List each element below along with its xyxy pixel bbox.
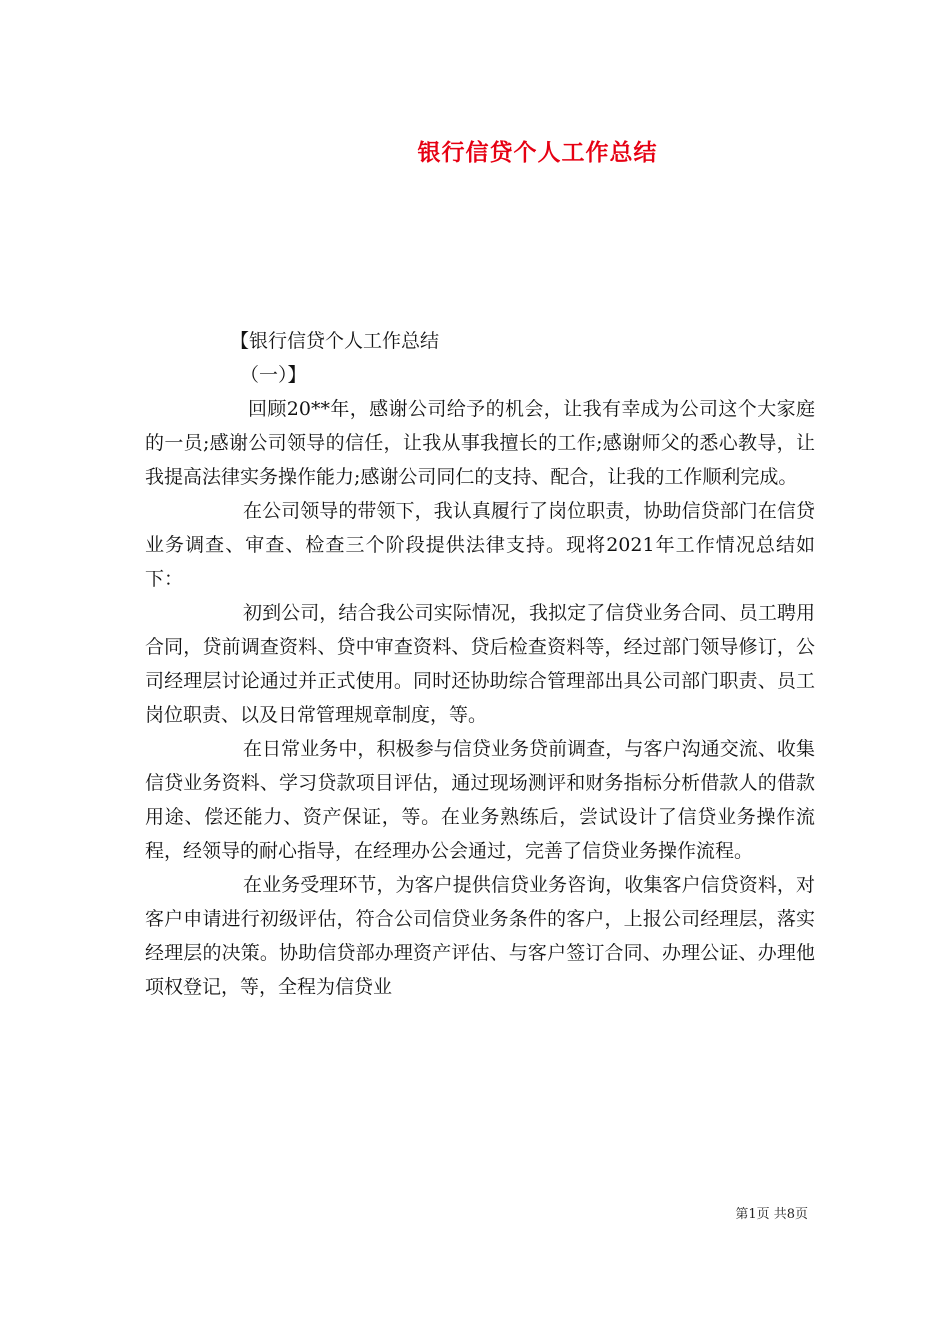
paragraph-5: 在业务受理环节，为客户提供信贷业务咨询，收集客户信贷资料，对客户申请进行初级评估，符合公司信贷业务条件的客户，上报公司经理层，落实经理层的决策。协助信贷部办理资产评估、与客户签订合同、办理公证、办理他项权登记，等，全程为信贷业 — [145, 874, 815, 998]
page-number: 第1页 共8页 — [735, 1207, 808, 1222]
paragraph-1: 回顾20**年，感谢公司给予的机会，让我有幸成为公司这个大家庭的一员;感谢公司领导的信任，让我从事我擅长的工作;感谢师父的悉心教导，让我提高法律实务操作能力;感谢公司同仁的支持、配合，让我的工作顺利完成。 — [145, 398, 815, 488]
paragraph-3: 初到公司，结合我公司实际情况，我拟定了信贷业务合同、员工聘用合同，贷前调查资料、贷中审查资料、贷后检查资料等，经过部门领导修订，公司经理层讨论通过并正式使用。同时还协助综合管理部出具公司部门职责、员工岗位职责、以及日常管理规章制度，等。 — [145, 602, 815, 726]
paragraph-4: 在日常业务中，积极参与信贷业务贷前调查，与客户沟通交流、收集信贷业务资料、学习贷款项目评估，通过现场测评和财务指标分析借款人的借款用途、偿还能力、资产保证，等。在业务熟练后，尝试设计了信贷业务操作流程，经领导的耐心指导，在经理办公会通过，完善了信贷业务操作流程。 — [145, 738, 815, 862]
section-heading-line2: （一）】 — [240, 364, 307, 386]
paragraph-2: 在公司领导的带领下，我认真履行了岗位职责，协助信贷部门在信贷业务调查、审查、检查三个阶段提供法律支持。现将2021年工作情况总结如下： — [145, 500, 815, 590]
document-body — [145, 324, 815, 1004]
section-heading-line1: 【银行信贷个人工作总结 — [230, 330, 440, 352]
document-title: 银行信贷个人工作总结 — [417, 139, 658, 166]
